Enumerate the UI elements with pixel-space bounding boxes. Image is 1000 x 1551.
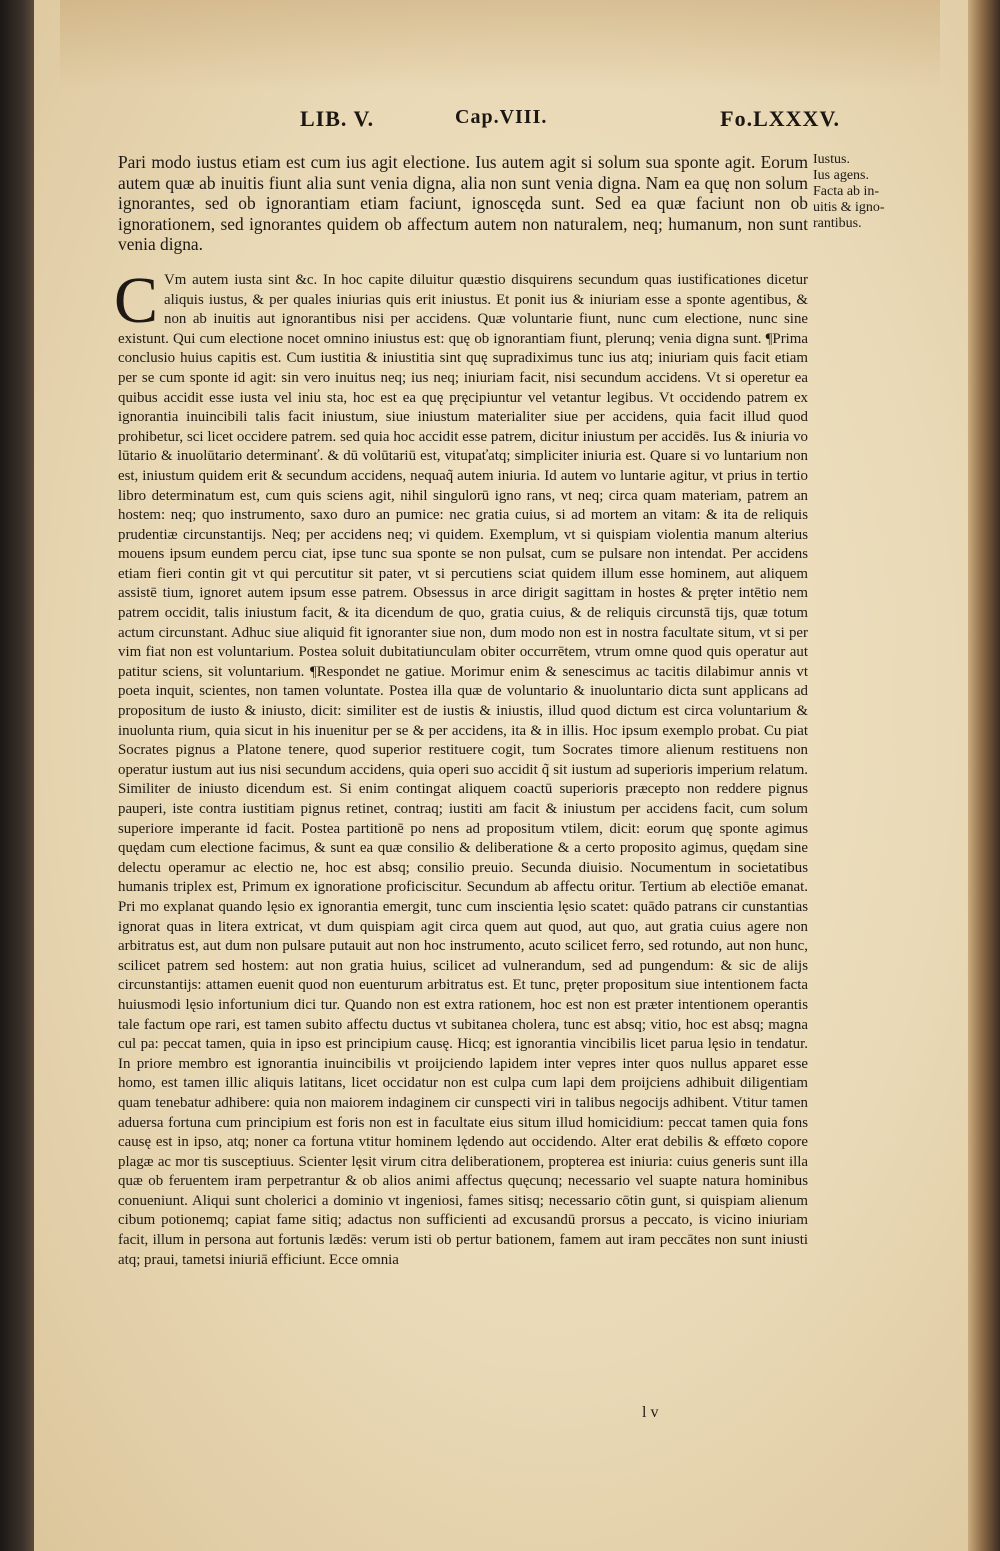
drop-cap: C bbox=[114, 263, 159, 337]
commentary-paragraph bbox=[114, 263, 808, 1270]
water-stain bbox=[60, 0, 940, 90]
margin-note: rantibus. bbox=[813, 216, 862, 231]
folio-number: Fo.LXXXV. bbox=[720, 106, 840, 131]
signature-mark: l v bbox=[642, 1404, 659, 1421]
running-header bbox=[300, 100, 840, 140]
margin-note: Facta ab in- bbox=[813, 184, 880, 199]
margin-note: uitis & igno- bbox=[813, 200, 885, 215]
chapter-number: Cap.VIII. bbox=[455, 106, 548, 128]
commentary-text: Vm autem iusta sint &c. In hoc capite diluitur quæstio disquirens secundum quas iustificationes dicetur aliquis iustus, & per quales iniurias quis erit iniustus. Et ponit ius & iniuriam esse a sponte agentibus, & non ab inuitis aut ignorantibus nisi per accidens. Quæ voluntarie fiunt, nunc cum electione, nunc sine existunt. Qui cum electione nocet omnino iniustus est: quę ob ignorantiam fiunt, plerunq; venia digna sunt. ¶Prima conclusio huius capitis est. Cum iustitia & iniustitia sint quę supradiximus tunc ius atq; iniuriam quis facit etiam per se cum sponte id agit: sin vero inuitus neq; ius neq; iniuriam facit, nisi secundum accidens. Vt si operetur ea quibus accidit esse iusta vel iniu sta, hoc est ea quę pręcipiuntur vel vetantur legibus. Vt occidendo patrem ex ignorantia inuincibili talis facit iniustum, siue iniustum materialiter siue per accidens, quia facit illud quod prohibetur, sci licet occidere patrem. sed quia hoc accidit esse patrem, dicitur iniustum per accidēs. Ius & iniuria vo lūtario & inuolūtario determinanť. & dū volūtariū est, vitupaťatq; simpliciter iniuria est. Quare si vo luntarium non est, iniustum quidem erit & secundum accidens, nequaq̃ autem iniuria. Id autem vo luntarie agitur, vt prius in tertio libro determinatum est, cum quis sciens agit, nihil singulorū igno rans, vt neq; circa quam materiam, patrem an hostem: neq; quo instrumento, saxo duro an pumice: nec gratia cuius, si ad mortem an vitam: & ita de reliquis prudentiæ circunstantijs. Neq; per accidens neq; vi quidem. Exemplum, vt si quispiam violentia manum alterius mouens ipsum eundem percu ciat, ipse tunc sua sponte se non pulsat, cum se pulsare non intendat. Per accidens etiam fieri contin git vt qui percutitur sit pater, vt si percutiens sciat quidem illum esse hominem, aut aliquem assistē tium, ignoret autem ipsum esse patrem. Obsessus in arce dirigit sagittam in hostes & pręter intētio nem patrem occidit, talis iniustum facit, & ita dicendum de quo, gratia cuius, & de reliquis circunstā tijs, quæ totum actum circunstant. Adhuc siue aliquid fit ignoranter siue non, dum modo non est in nostra facultate situm, vt si per vim fiat non est voluntarium. Postea soluit dubitatiunculam obiter occurrētem, vtrum omne quod quis operatur aut patitur sciens, sit voluntarium. ¶Respondet ne gatiue. Morimur enim & senescimus ac tacitis dilabimur annis vt poeta inquit, scientes, non tamen voluntate. Postea illa quæ de voluntario & inuoluntario dicta sunt applicans ad propositum de iusto & iniusto, dicit: similiter est de iustis & iniustis, illud quod dictum est circa voluntarium & inuolunta rium, quia sicut in his inuenitur per se & per accidens, ita & in illis. Hoc ipsum exemplo probat. Cu piat Socrates pignus a Platone tenere, quod superior restituere cogit, tum Socrates timore alienum restituens non operatur iustum aut ius nisi secundum accidens, quia operi suo accidit q̃ sit iustum ad superioris imperium relatum. Similiter de iniusto dicendum est. Si enim contingat aliquem coactū superioris præcepto non reddere pignus pauperi, iste contra iustitiam pignus retinet, contraq; iustiti am facit & iniustum per accidens facit, cum solum superiore imperante id facit. Postea partitionē po nens ad propositum vtilem, dicit: eorum quę sponte agimus quędam cum electione facimus, & sunt ea quæ consilio & deliberatione & a certo proposito agimus, quędam sine delectu operamur ac electio ne, hoc est absq; consilio preuio. Secunda diuisio. Nocumentum in societatibus humanis triplex est, Primum ex ignoratione proficiscitur. Secundum ab affectu oritur. Tertium ab electiōe emanat. Pri mo explanat quando lęsio ex ignorantia emergit, tunc cum inscientia lęsio scatet: quādo patrans cir cunstantias ignorat quas in litera extricat, vt dum quispiam agit circa quem aut quod, aut quo, aut gratia cuius agere non arbitratus est, aut dum non pulsare putauit aut non hoc instrumento, acuto scilicet ferro, sed rotundo, aut non hunc, scilicet patrem sed hostem: aut non gratia huius, scilicet ad vulnerandum, sed ad pungendum: & sic de alijs circunstantijs: attamen euenit quod non euenturum arbitratus est. Et tunc, pręter propositum siue intentionem facta huiusmodi lęsio infortunium dici tur. Quando non est extra rationem, hoc est non est præter intentionem operantis tale factum ope rari, est tamen subito affectu ductus vt subitanea cholera, tunc est absq; vitio, hoc est absq; magna cul pa: peccat tamen, quia in ipso est principium causę. Hicq; est ignorantia vincibilis licet parua lęsio in tendatur. In priore membro est ignorantia inuincibilis vt proijciendo lapidem inter vepres inter quos nullus apparet esse homo, est tamen illic aliquis latitans, licet occidatur non est culpa cum lapi dem proijciens adhibuit diligentiam quam tenebatur adhibere: quia non maiorem indaginem cir cunspecti viri in talibus negocijs adhibent. Vtitur tamen aduersa fortuna cum principium est foris non est in facultate eius situm illud homicidium: peccat tamen quia fons causę est in ipso, atq; noner ca fortuna vtitur hominem lędendo aut occidendo. Alter erat debilis & effœto copore plagæ ac mor tis susceptiuus. Scienter lęsit virum citra deliberationem, propterea est iniuria: cuius generis sunt illa quæ ob feruentem iram perpetrantur & ob alios animi affectus quęcunq; necessario vel suapte natura hominibus conueniunt. Aliqui sunt cholerici a dominio vt ingeniosi, fames sitisq; necessario cōtin gunt, si quispiam alienum cibum potionemq; capiat fame sitiq; adactus non sufficienti ad excusandū prorsus a peccato, is vicino iniuriam facit, illum in persona aut fortunis lædēs: verum isti ob pertur bationem, famem aut iram peccātes non sunt iniusti atq; praui, tametsi iniuriā efficiunt. Ecce omnia bbox=[118, 271, 808, 1268]
aristotle-text: Pari modo iustus etiam est cum ius agit electione. Ius autem agit si solum sua sponte agit. Eorum autem quæ ab inuitis fiunt alia sunt venia digna, alia non sunt venia digna. Nam ea quę non solum ignorantes, sed ob ignorantiam etiam faciunt, ignoscęda sunt. Sed ea quæ faciunt non ob ignorationem, sed ignorantes quidem ob affectum autem non naturalem, neq; humanum, non sunt venia digna. bbox=[118, 152, 808, 255]
book-number: LIB. V. bbox=[300, 106, 375, 131]
text-block bbox=[114, 152, 808, 1270]
page-edge-stack bbox=[968, 0, 1000, 1551]
margin-note: Ius agens. bbox=[813, 168, 869, 183]
margin-notes bbox=[813, 152, 883, 232]
margin-note: Iustus. bbox=[813, 152, 850, 167]
